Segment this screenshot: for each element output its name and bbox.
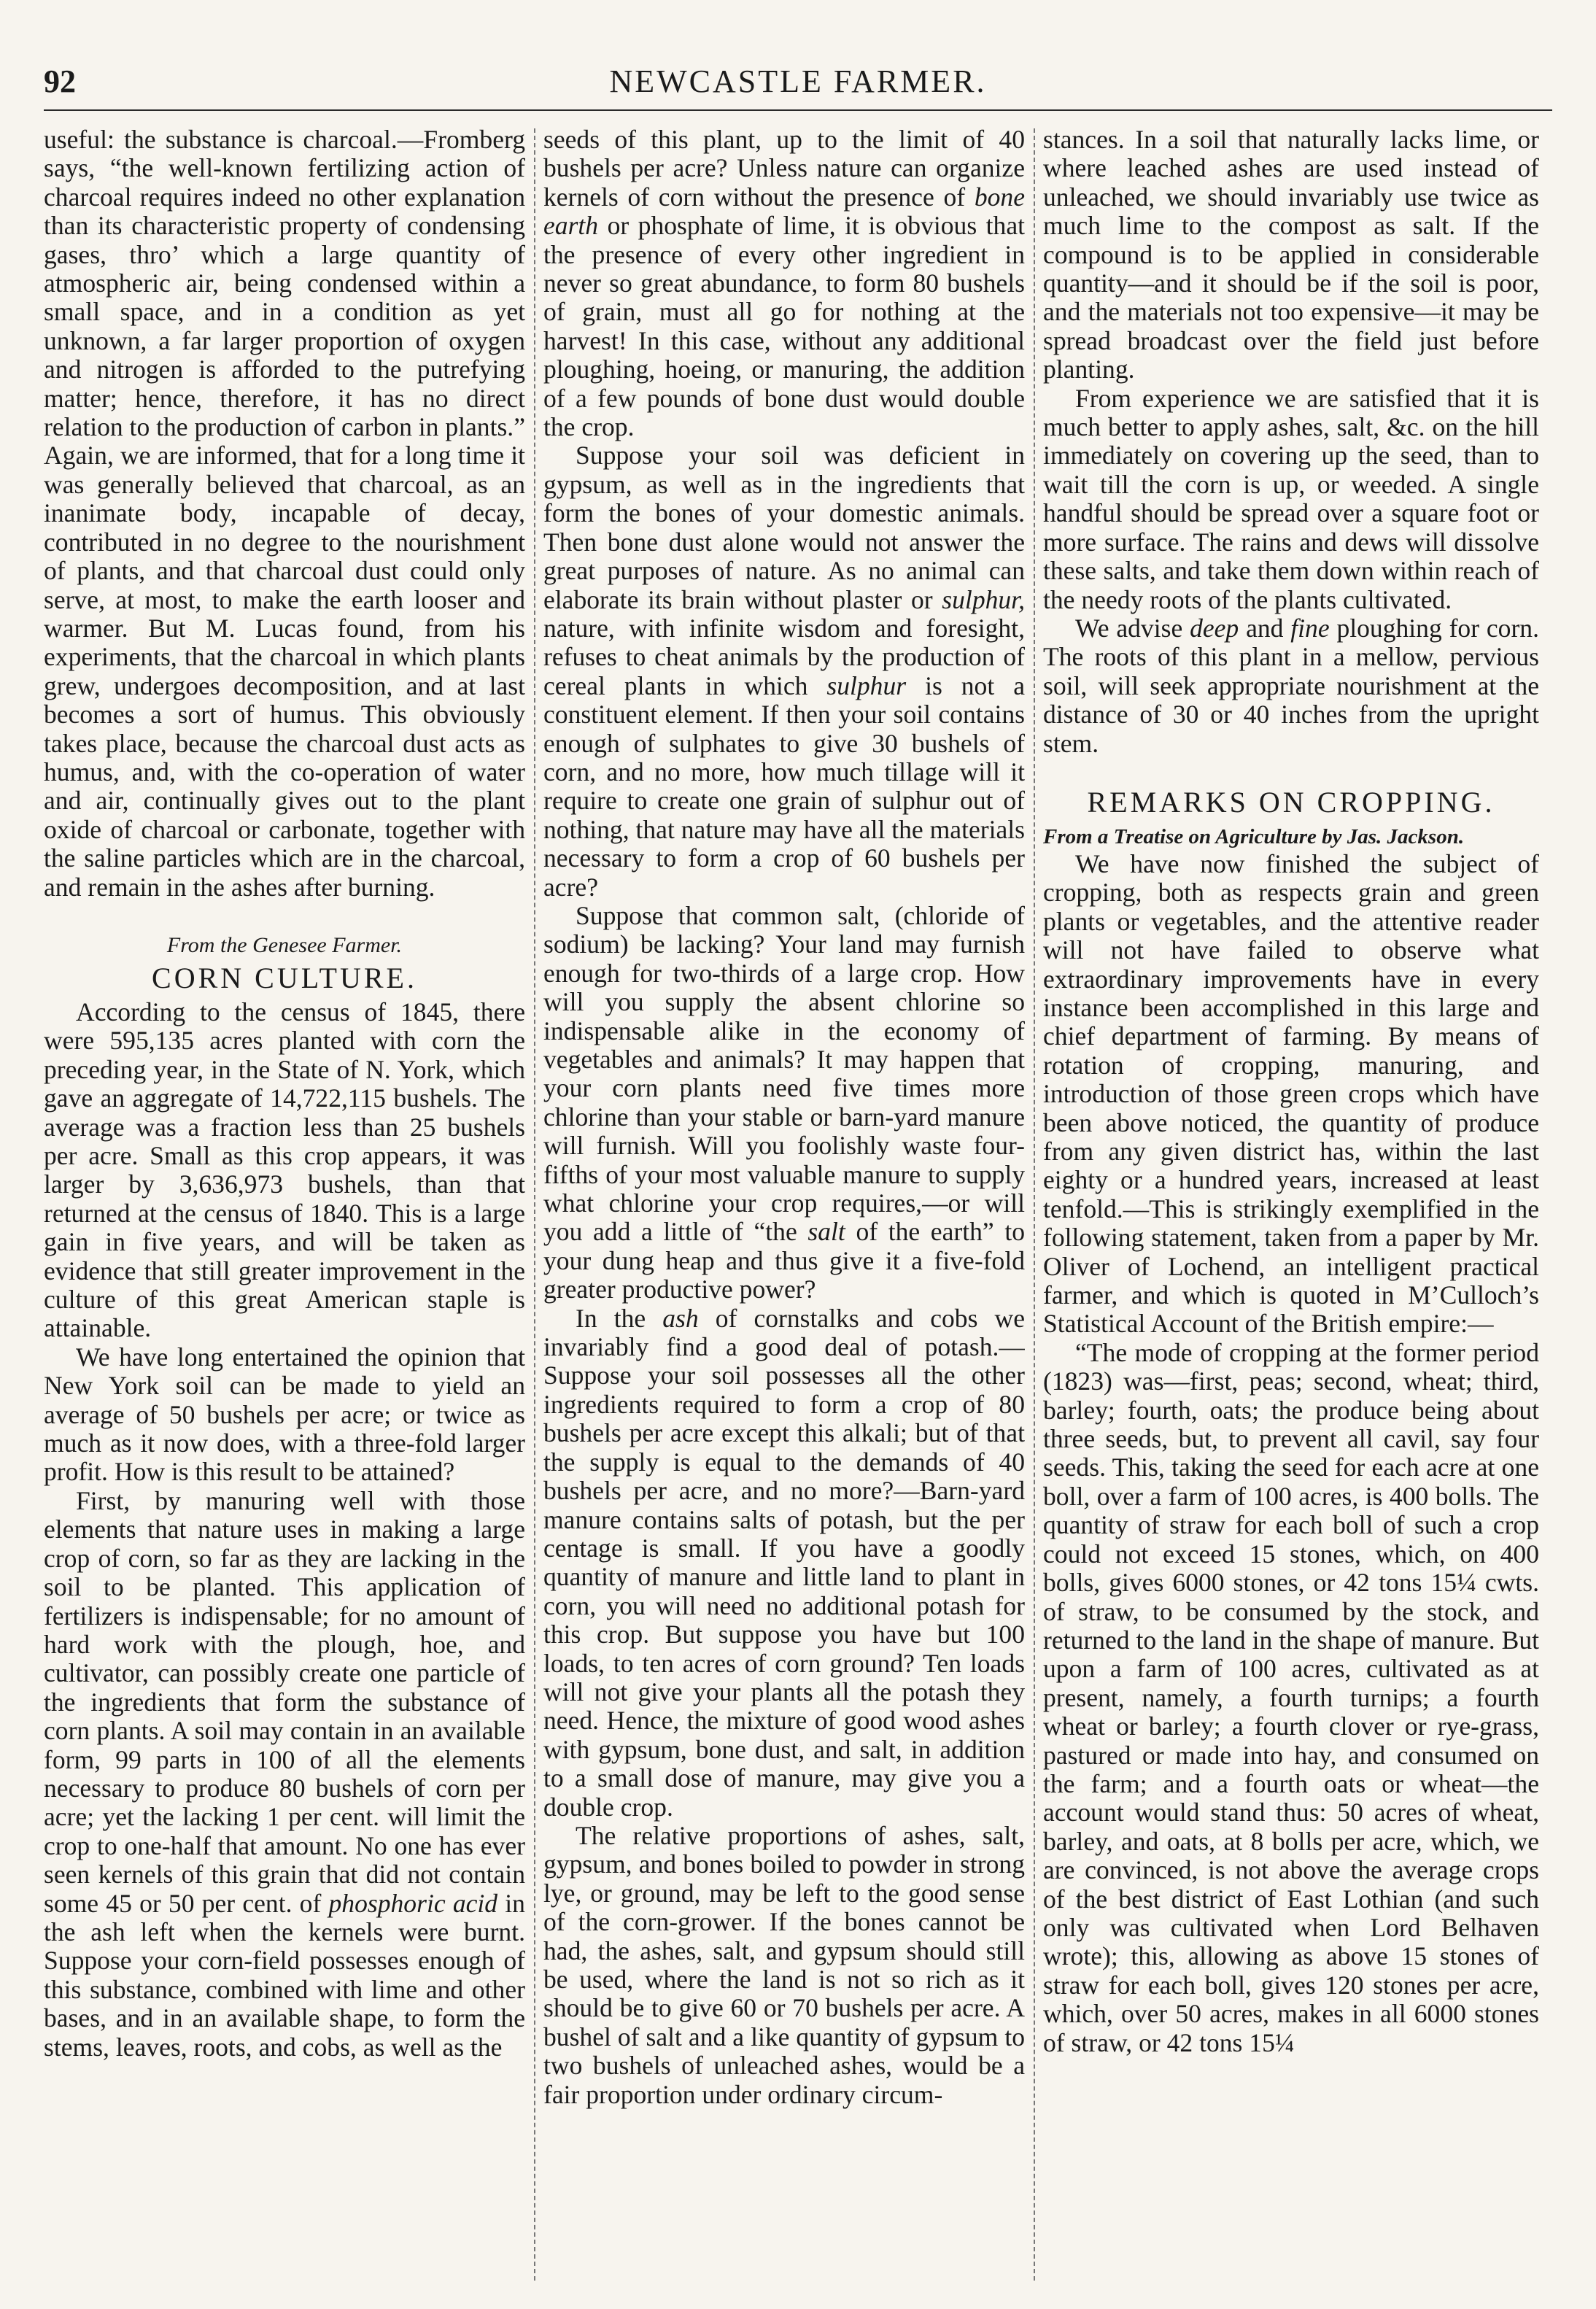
text-run: First, by manuring well with those elements that nature uses in making a large crop of corn, so far as they are lacking in the soil to be planted. This application of fertilizers is indispensable; for no amount of hard work with the plough, hoe, and cultivator, can possibly create one particle of the ingredients that form the substance of corn plants. A soil may contain in an available form, 99 parts in 100 of all the elements necessary to produce 80 bushels of corn per acre; yet the lacking 1 per cent. will limit the crop to one-half that amount. No one has ever seen kernels of this grain that did not contain some 45 or 50 per cent. of [44, 1485, 525, 1918]
column-2 [543, 125, 1025, 2285]
column-divider [1034, 128, 1035, 2281]
article-paragraph [543, 441, 1025, 902]
article-paragraph: From experience we are satisfied that it is much better to apply ashes, salt, &c. on the hill immediately on covering up the seed, than to wait till the corn is up, or weeded. A single handful should be spread over a square foot or more surface. The rains and dews will dissolve these salts, and take them down within reach of the needy roots of the plants cultivated. [1043, 383, 1539, 614]
article-paragraph: We have now finished the subject of cropping, both as respects grain and green plants or vegetables, and the attentive reader will not have failed to observe what extraordinary improvements have in every instance been accomplished in this large and chief department of farming. By means of rotation of cropping, manuring, and introduction of those green crops which have been above noticed, the quantity of produce from any given district has, within the last eighty or a hundred years, increased at least tenfold.—This is strikingly exemplified in the following statement, taken from a paper by Mr. Oliver of Lochend, an intelligent practical farmer, and which is quoted in M’Culloch’s Statistical Account of the British empire:— [1043, 848, 1539, 1339]
article-paragraph: stances. In a soil that naturally lacks lime, or where leached ashes are used instead of unleached, we should invariably use twice as much lime to the compost as salt. If the compound is to be applied in considerable quantity—and it should be if the soil is poor, and the materials not too expensive—it may be spread broadcast over the field just before planting. [1043, 125, 1539, 384]
article-title: CORN CULTURE. [152, 961, 417, 994]
italic-term: salt [807, 1217, 845, 1247]
article-paragraph [543, 902, 1025, 1304]
article-paragraph [1043, 614, 1539, 758]
italic-term: fine [1290, 613, 1330, 643]
page-header [44, 58, 1552, 111]
text-run: and [1246, 613, 1284, 643]
column-3 [1043, 125, 1539, 2285]
article-paragraph [543, 1304, 1025, 1822]
column-1 [44, 125, 525, 2285]
text-run: seeds of this plant, up to the limit of 40 bushels per acre? Unless nature can organize kernels of corn without the presence of [543, 125, 1025, 212]
journal-title: NEWCASTLE FARMER. [609, 63, 987, 99]
article-paragraph: We have long entertained the opinion that New York soil can be made to yield an average of 50 bushels per acre; or twice as much as it now does, with a three-fold larger profit. How is this result to be attained? [44, 1342, 525, 1487]
quoted-paragraph: “The mode of cropping at the former period (1823) was—first, peas; second, wheat; third, barley; fourth, oats; the produce being about three seeds, but, to prevent all cavil, say four seeds. This, taking the seed for each acre at one boll, over a farm of 100 acres, is 400 bolls. The quantity of straw for each boll of such a crop could not exceed 15 stones, which, on 400 bolls, gives 6000 stones, or 42 tons 15¼ cwts. of straw, to be consumed by the stock, and returned to the land in the shape of manure. But upon a farm of 100 acres, cultivated as at present, namely, a fourth turnips; a fourth wheat or barley; a fourth clover or rye-grass, pastured or made into hay, and consumed on the farm; and a fourth oats or wheat—the account would stand thus: 50 acres of wheat, barley, and oats, at 8 bolls per acre, which, we are convinced, is not above the average crops of the best district of East Lothian (and such only was cultivated when Lord Belhaven wrote); this, allowing as above 15 stones of straw for each boll, gives 120 stones per acre, which, over 50 acres, makes in all 6000 stones of straw, or 42 tons 15¼ [1043, 1337, 1539, 2057]
page-number: 92 [44, 63, 76, 99]
text-run: ploughing for corn. The roots of this plant in a mellow, pervious soil, will seek appropriate nourishment at the distance of 30 or 40 inches from the upright stem. [1043, 613, 1539, 758]
text-run: In the [576, 1303, 646, 1333]
article-paragraph [543, 125, 1025, 441]
article-title: REMARKS ON CROPPING. [1087, 785, 1495, 819]
text-run: nature, with infinite wisdom and foresight, refuses to cheat animals by the production of cereal plants in which [543, 613, 1025, 700]
text-run: We advise [1075, 613, 1183, 643]
italic-term: deep [1190, 613, 1239, 643]
column-divider [534, 128, 535, 2281]
italic-term: bone earth [543, 182, 1025, 241]
text-run: or phosphate of lime, it is obvious that the presence of every other ingredient in never so great abundance, to form 80 bushels of grain, must all go for nothing at the harvest! In this case, without any additional ploughing, hoeing, or manuring, the addition of a few pounds of bone dust would double the crop. [543, 211, 1025, 442]
article-paragraph: The relative proportions of ashes, salt, gypsum, and bones boiled to powder in strong lye, or ground, may be left to the good sense of the corn-grower. If the bones cannot be had, the ashes, salt, and gypsum should still be used, where the land is not so rich as it should be to give 60 or 70 bushels per acre. A bushel of salt and a like quantity of gypsum to two bushels of unleached ashes, would be a fair proportion under ordinary circum- [543, 1820, 1025, 2109]
article-source: From the Genesee Farmer. [166, 932, 403, 957]
article-source: From a Treatise on Agriculture by Jas. Jackson. [1043, 824, 1465, 848]
text-run: in the ash left when the kernels were burnt. Suppose your corn-field possesses enough of this substance, combined with lime and other bases, and in an available shape, to form the stems, leaves, roots, and cobs, as well as the [44, 1888, 525, 2062]
article-paragraph: According to the census of 1845, there were 595,135 acres planted with corn the preceding year, in the State of N. York, which gave an aggregate of 14,722,115 bushels. The average was a fraction less than 25 bushels per acre. Small as this crop appears, it was larger by 3,636,973 bushels, than that returned at the census of 1840. This is a large gain in five years, and will be taken as evidence that still greater improvement in the culture of this great American staple is attainable. [44, 997, 525, 1343]
italic-term: phosphoric acid [328, 1888, 498, 1918]
article-paragraph [44, 1487, 525, 2062]
text-run: of the earth” to your dung heap and thus give it a five-fold greater productive power? [543, 1217, 1025, 1304]
italic-term: sulphur [826, 670, 907, 700]
text-run: is not a constituent element. If then your soil contains enough of sulphates to give 30 bushels of corn, and no more, how much tillage will it require to create one grain of sulphur out of nothing, that nature may have all the materials necessary to form a crop of 60 bushels per acre? [543, 670, 1025, 902]
charcoal-paragraph: useful: the substance is charcoal.—Fromberg says, “the well-known fertilizing action of charcoal requires indeed no other explanation than its characteristic property of condensing gases, thro’ which a large quantity of atmospheric air, being condensed within a small space, and in a condition as yet unknown, a far larger proportion of oxygen and nitrogen is afforded to the putrefying matter; hence, therefore, it has no direct relation to the production of carbon in plants.” Again, we are informed, that for a long time it was generally believed that charcoal, as an inanimate body, incapable of decay, contributed in no degree to the nourishment of plants, and that charcoal dust could only serve, at most, to make the earth looser and warmer. But M. Lucas found, from his experiments, that the charcoal in which plants grew, undergoes decomposition, and at last becomes a sort of humus. This obviously takes place, because the charcoal dust acts as humus, and, with the co-operation of water and air, continually gives out to the plant oxide of charcoal or carbonate, together with the saline particles which are in the charcoal, and remain in the ashes after burning. [44, 125, 525, 902]
italic-term: sulphur, [942, 584, 1025, 614]
text-run: of cornstalks and cobs we invariably find a good deal of potash.—Suppose your soil possesses all the other ingredients required to form a crop of 80 bushels per acre except this alkali; but of that the supply is equal to the demands of 40 bushels per acre, and no more?—Barn-yard manure contains salts of potash, but the per centage is small. If you have a goodly quantity of manure and little land to plant in corn, you will need no additional potash for this crop. But suppose you have but 100 loads, to ten acres of corn ground? Ten loads will not give your plants all the potash they need. Hence, the mixture of good wood ashes with gypsum, bone dust, and salt, in addition to a small dose of manure, may give you a double crop. [543, 1303, 1025, 1822]
italic-term: ash [662, 1303, 699, 1333]
text-run: Suppose that common salt, (chloride of sodium) be lacking? Your land may furnish enough for two-thirds of a large crop. How will you supply the absent chlorine so indispensable alike in the economy of vegetables and animals? It may happen that your corn plants need five times more chlorine than your stable or barn-yard manure will furnish. Will you foolishly waste four-fifths of your most valuable manure to supply what chlorine your crop requires,—or will you add a little of “the [543, 900, 1025, 1247]
text-run: Suppose your soil was deficient in gypsum, as well as in the ingredients that form the bones of your domestic animals. Then bone dust alone would not answer the great purposes of nature. As no animal can elaborate its brain without plaster or [543, 441, 1025, 614]
